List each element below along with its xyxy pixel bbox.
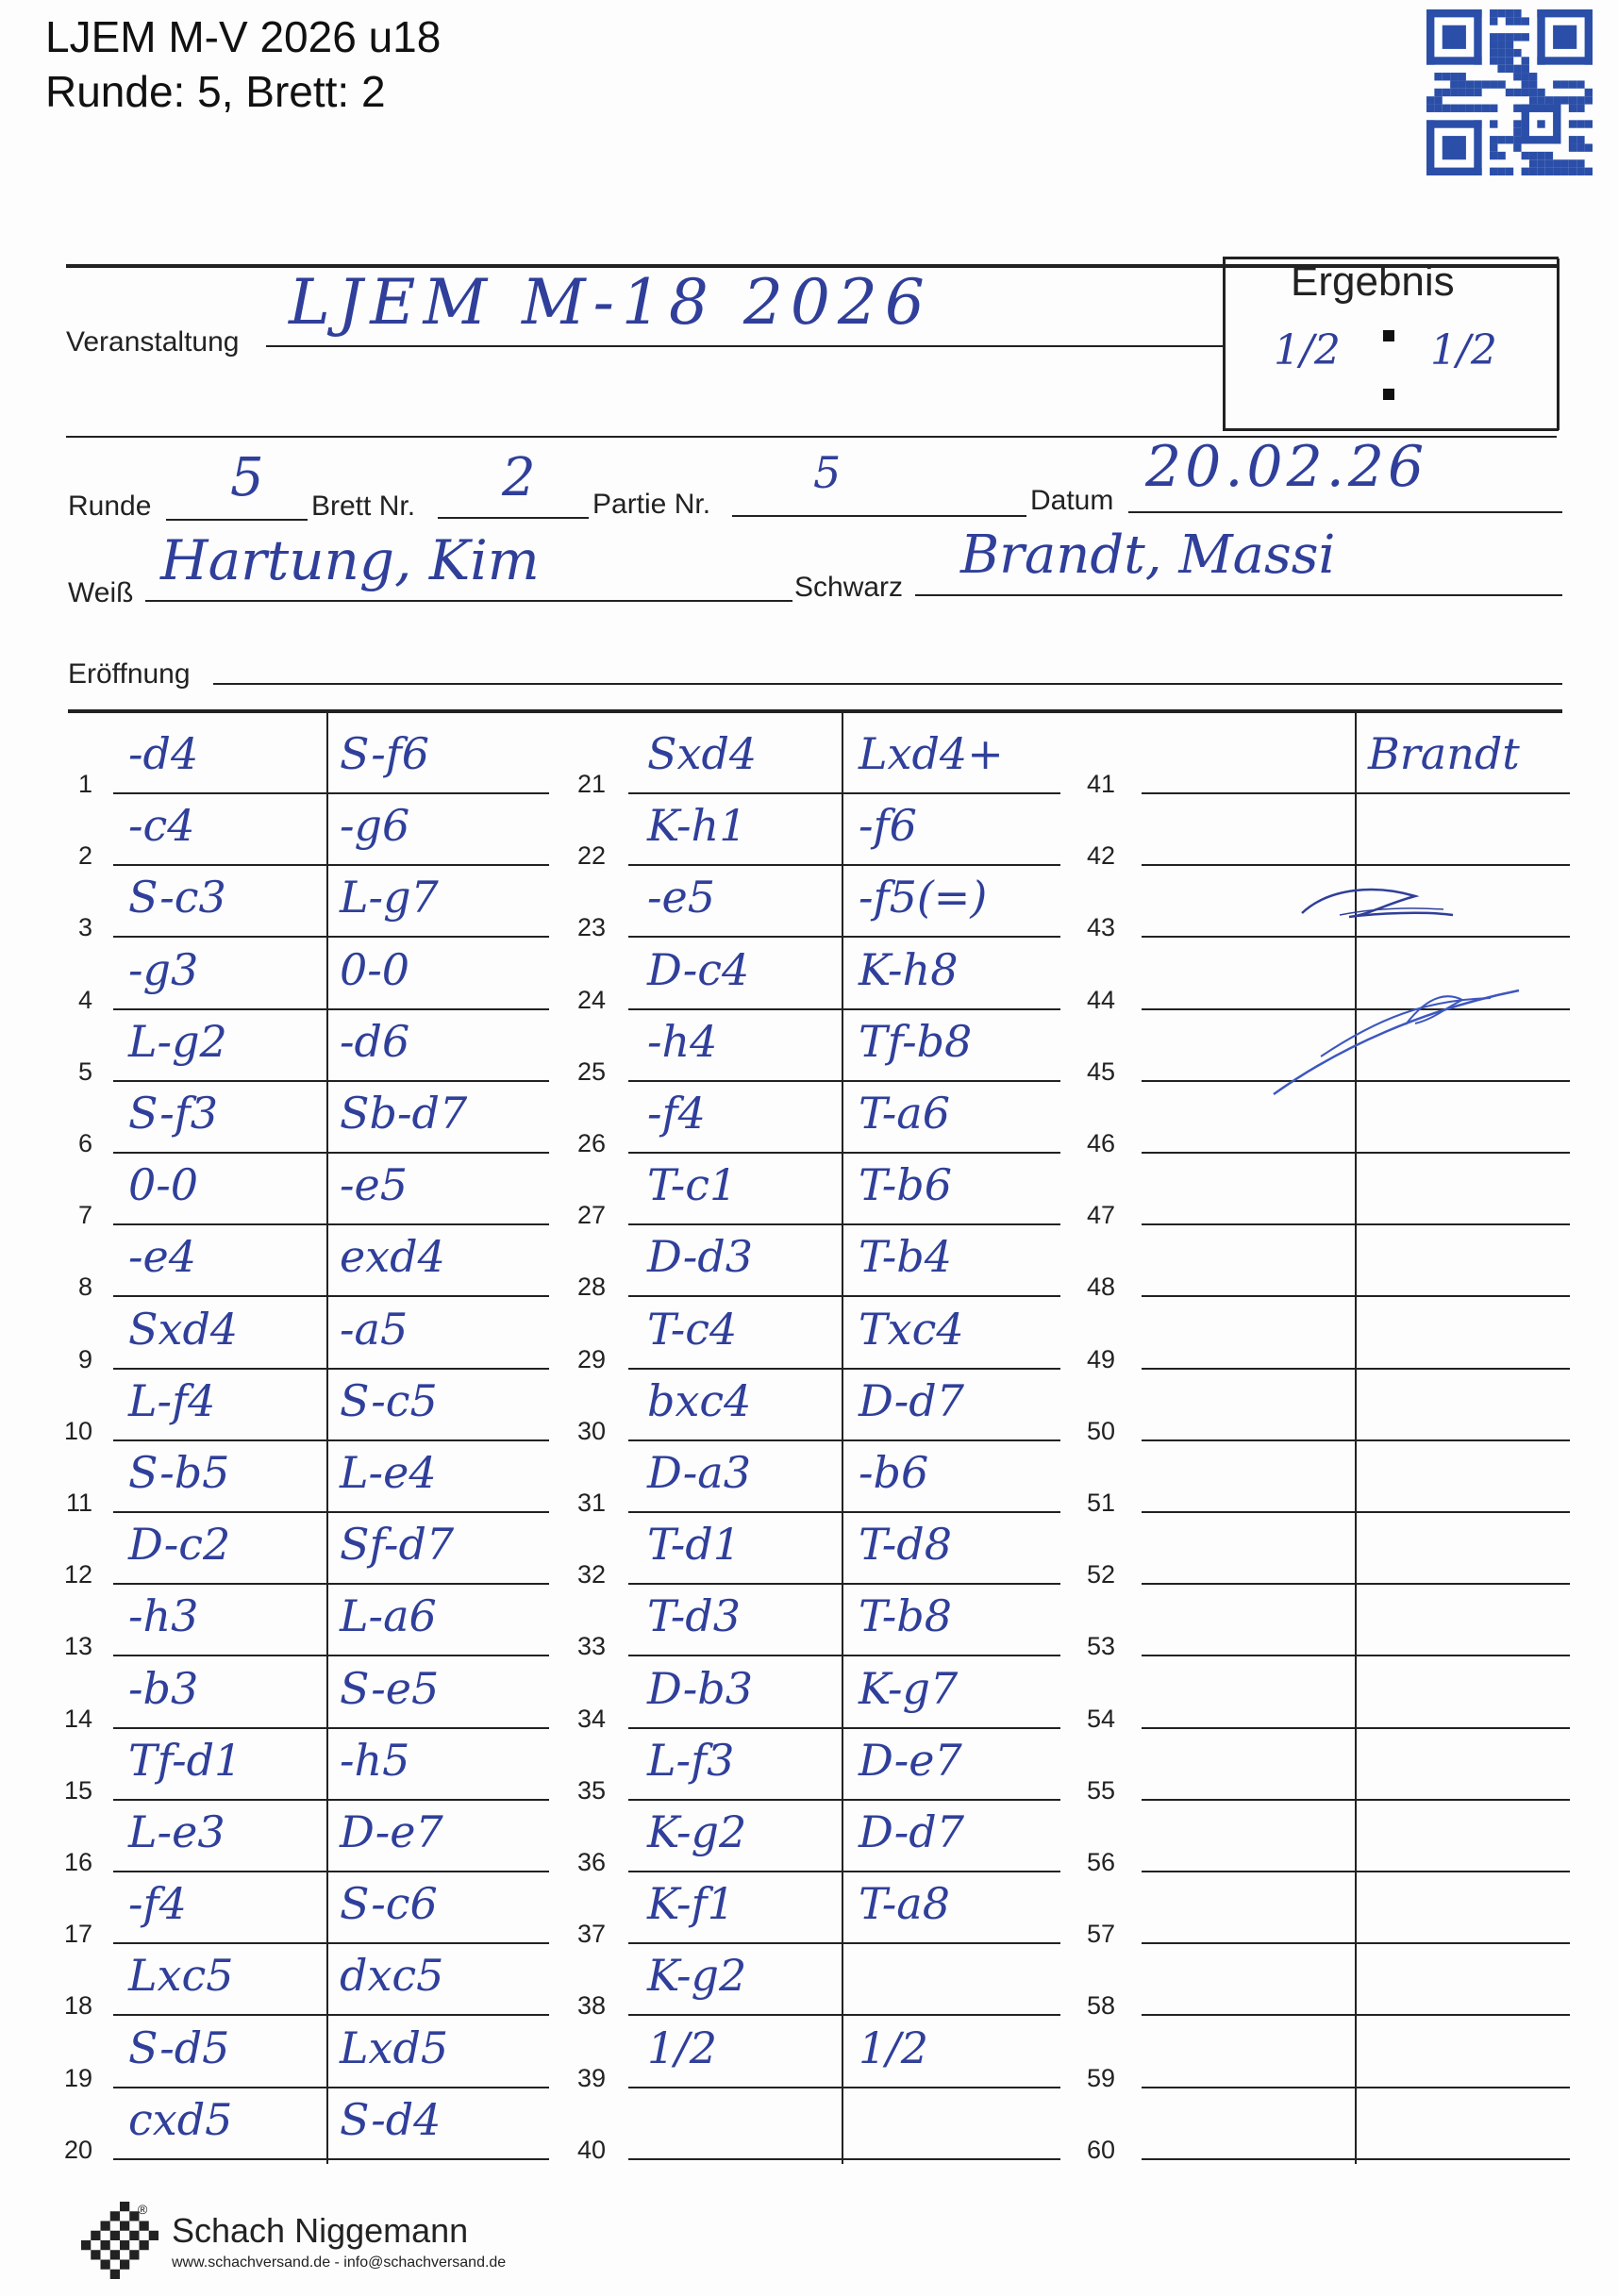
black-move[interactable]: T-a6 bbox=[859, 1088, 950, 1139]
move-row-line bbox=[628, 2014, 1060, 2016]
move-number: 47 bbox=[1086, 1201, 1115, 1230]
move-number: 1 bbox=[77, 770, 92, 798]
white-move[interactable]: Sxd4 bbox=[647, 728, 758, 779]
ergebnis-box-bottom bbox=[1223, 428, 1559, 431]
white-move[interactable]: D-b3 bbox=[647, 1662, 753, 1714]
weiss-line bbox=[145, 600, 792, 602]
move-number: 34 bbox=[576, 1704, 606, 1733]
veranstaltung-value[interactable]: LJEM M-18 2026 bbox=[289, 266, 932, 339]
ergebnis-box-right bbox=[1557, 258, 1560, 430]
weiss-label: Weiß bbox=[68, 577, 134, 608]
move-row-line bbox=[628, 1008, 1060, 1010]
move-row-line bbox=[628, 1655, 1060, 1656]
black-move[interactable]: S-c6 bbox=[340, 1878, 438, 1930]
black-move[interactable]: L-e4 bbox=[340, 1447, 437, 1498]
move-number: 30 bbox=[576, 1416, 606, 1445]
move-number: 58 bbox=[1086, 1991, 1115, 2021]
black-move[interactable]: K-g7 bbox=[859, 1662, 959, 1714]
white-move[interactable]: 1/2 bbox=[647, 2021, 718, 2073]
black-move[interactable]: Tf-b8 bbox=[859, 1015, 973, 1067]
move-row-line bbox=[628, 1295, 1060, 1297]
title-line-1: LJEM M-V 2026 u18 bbox=[45, 12, 442, 61]
datum-label: Datum bbox=[1030, 485, 1114, 516]
veranstaltung-label: Veranstaltung bbox=[66, 326, 240, 358]
schwarz-label: Schwarz bbox=[794, 572, 904, 603]
white-move[interactable]: -f4 bbox=[128, 1878, 187, 1930]
move-row-line bbox=[1142, 1942, 1570, 1944]
white-move[interactable]: K-g2 bbox=[647, 1950, 747, 2002]
black-move[interactable]: T-b8 bbox=[859, 1590, 953, 1642]
white-move[interactable]: L-f4 bbox=[128, 1374, 216, 1426]
move-number: 5 bbox=[77, 1056, 92, 1086]
move-row-line bbox=[113, 1080, 549, 1082]
move-row-line bbox=[628, 1080, 1060, 1082]
move-row-line bbox=[113, 1942, 549, 1944]
move-number: 10 bbox=[63, 1416, 92, 1445]
white-move[interactable]: L-g2 bbox=[128, 1015, 227, 1067]
ergebnis-box-left bbox=[1223, 258, 1226, 430]
move-number: 11 bbox=[65, 1489, 92, 1517]
ergebnis-white[interactable]: 1/2 bbox=[1274, 326, 1341, 374]
move-row-line bbox=[1142, 1799, 1570, 1801]
white-move[interactable]: -f4 bbox=[647, 1088, 706, 1139]
move-row-line bbox=[628, 2087, 1060, 2088]
move-row-line bbox=[1142, 1368, 1570, 1370]
white-move[interactable]: D-c2 bbox=[128, 1519, 231, 1571]
move-row-line bbox=[628, 792, 1060, 794]
move-number: 56 bbox=[1086, 1848, 1115, 1876]
move-number: 18 bbox=[63, 1991, 92, 2021]
move-number: 9 bbox=[77, 1344, 92, 1373]
move-row-line bbox=[113, 1727, 549, 1729]
black-move[interactable]: T-b4 bbox=[859, 1231, 953, 1283]
black-move[interactable]: L-a6 bbox=[340, 1590, 437, 1642]
black-move[interactable]: Lxd4+ bbox=[859, 728, 1004, 779]
move-row-line bbox=[113, 1295, 549, 1297]
title-line-2: Runde: 5, Brett: 2 bbox=[45, 67, 386, 116]
black-move[interactable]: exd4 bbox=[340, 1231, 445, 1283]
weiss-value[interactable]: Hartung, Kim bbox=[160, 528, 540, 592]
black-move[interactable]: -b6 bbox=[859, 1447, 929, 1498]
partie-label: Partie Nr. bbox=[592, 489, 711, 520]
move-number: 21 bbox=[576, 770, 606, 798]
white-move[interactable]: Lxc5 bbox=[128, 1950, 234, 2002]
move-number: 33 bbox=[576, 1632, 606, 1661]
move-number: 42 bbox=[1086, 841, 1115, 871]
white-move[interactable]: -g3 bbox=[128, 943, 199, 995]
move-number: 45 bbox=[1086, 1056, 1115, 1086]
move-row-line bbox=[113, 1655, 549, 1656]
black-move[interactable]: Txc4 bbox=[859, 1303, 964, 1355]
move-number: 35 bbox=[576, 1775, 606, 1805]
move-number: 20 bbox=[63, 2135, 92, 2164]
move-column-separator bbox=[326, 709, 328, 2164]
move-row-line bbox=[113, 1368, 549, 1370]
move-row-line bbox=[628, 1871, 1060, 1872]
black-move[interactable]: T-b6 bbox=[859, 1159, 953, 1211]
move-number: 22 bbox=[576, 841, 606, 871]
sheet-title bbox=[45, 9, 441, 119]
move-row-line bbox=[113, 2087, 549, 2088]
white-move[interactable]: bxc4 bbox=[647, 1374, 752, 1426]
move-row-line bbox=[113, 1439, 549, 1441]
move-number: 31 bbox=[576, 1489, 606, 1517]
move-row-line bbox=[1142, 2087, 1570, 2088]
move-number: 52 bbox=[1086, 1560, 1115, 1589]
move-number: 55 bbox=[1086, 1775, 1115, 1805]
move-row-line bbox=[1142, 1511, 1570, 1513]
move-row-line bbox=[628, 1583, 1060, 1585]
move-row-line bbox=[113, 936, 549, 938]
move-row-line bbox=[628, 1799, 1060, 1801]
black-move[interactable]: L-g7 bbox=[340, 872, 439, 923]
white-move[interactable]: -b3 bbox=[128, 1662, 199, 1714]
white-move[interactable]: D-d3 bbox=[647, 1231, 753, 1283]
schwarz-value[interactable]: Brandt, Massi bbox=[960, 524, 1336, 586]
move-number: 13 bbox=[63, 1632, 92, 1661]
move-number: 19 bbox=[63, 2063, 92, 2092]
white-move[interactable]: S-c3 bbox=[128, 872, 226, 923]
move-number: 46 bbox=[1086, 1129, 1115, 1157]
move-number: 26 bbox=[576, 1129, 606, 1157]
footer-registered: ® bbox=[138, 2202, 148, 2217]
move-number: 3 bbox=[77, 913, 92, 942]
white-move[interactable]: L-f3 bbox=[647, 1734, 735, 1786]
black-move[interactable]: -h5 bbox=[340, 1734, 410, 1786]
black-move[interactable]: S-c5 bbox=[340, 1374, 438, 1426]
move-number: 8 bbox=[77, 1273, 92, 1302]
move-row-line bbox=[628, 1152, 1060, 1154]
white-move[interactable]: -h4 bbox=[647, 1015, 718, 1067]
move-number: 27 bbox=[576, 1201, 606, 1230]
move-number: 36 bbox=[576, 1848, 606, 1876]
eroeffnung-label: Eröffnung bbox=[68, 658, 191, 690]
ergebnis-label: Ergebnis bbox=[1291, 258, 1455, 305]
move-number: 24 bbox=[576, 985, 606, 1014]
brett-value[interactable]: 2 bbox=[502, 447, 536, 508]
white-move[interactable]: -c4 bbox=[128, 800, 195, 852]
eroeffnung-line bbox=[213, 683, 1562, 685]
move-number: 49 bbox=[1086, 1344, 1115, 1373]
move-row-line bbox=[628, 1439, 1060, 1441]
move-row-line bbox=[1142, 2158, 1570, 2160]
black-move[interactable]: K-h8 bbox=[859, 943, 959, 995]
move-number: 17 bbox=[63, 1920, 92, 1949]
partie-line bbox=[732, 515, 1026, 517]
black-move[interactable]: D-d7 bbox=[859, 1374, 964, 1426]
move-number: 41 bbox=[1086, 770, 1115, 798]
move-row-line bbox=[1142, 1439, 1570, 1441]
moves-top-border bbox=[68, 709, 1562, 713]
move-row-line bbox=[113, 1223, 549, 1225]
white-move[interactable]: S-b5 bbox=[128, 1447, 230, 1498]
move-row-line bbox=[628, 1511, 1060, 1513]
white-move[interactable]: T-c1 bbox=[647, 1159, 738, 1211]
runde-line bbox=[166, 519, 308, 521]
white-move[interactable]: T-d1 bbox=[647, 1519, 742, 1571]
move-number: 15 bbox=[63, 1775, 92, 1805]
black-move[interactable]: Brandt bbox=[1368, 728, 1520, 779]
move-number: 48 bbox=[1086, 1273, 1115, 1302]
brett-label: Brett Nr. bbox=[311, 491, 416, 522]
black-move[interactable]: S-f6 bbox=[340, 728, 430, 779]
black-move[interactable]: T-d8 bbox=[859, 1519, 953, 1571]
footer-brand: Schach Niggemann bbox=[172, 2211, 469, 2250]
white-move[interactable]: S-d5 bbox=[128, 2021, 230, 2073]
schwarz-line bbox=[915, 594, 1562, 596]
move-number: 44 bbox=[1086, 985, 1115, 1014]
ergebnis-colon-bottom bbox=[1383, 389, 1394, 400]
move-row-line bbox=[113, 864, 549, 866]
move-number: 32 bbox=[576, 1560, 606, 1589]
black-move[interactable]: S-e5 bbox=[340, 1662, 440, 1714]
black-move[interactable]: Lxd5 bbox=[340, 2021, 449, 2073]
move-number: 38 bbox=[576, 1991, 606, 2021]
datum-line bbox=[1128, 511, 1562, 513]
signature-scribbles bbox=[1264, 858, 1547, 1104]
black-move[interactable]: -f5(=) bbox=[859, 872, 988, 923]
black-move[interactable]: T-a8 bbox=[859, 1878, 950, 1930]
white-move[interactable]: S-f3 bbox=[128, 1088, 219, 1139]
black-move[interactable]: 0-0 bbox=[340, 943, 410, 995]
move-number: 2 bbox=[77, 841, 92, 871]
move-row-line bbox=[113, 1583, 549, 1585]
white-move[interactable]: K-h1 bbox=[647, 800, 747, 852]
white-move[interactable]: Tf-d1 bbox=[128, 1734, 242, 1786]
move-number: 43 bbox=[1086, 913, 1115, 942]
move-row-line bbox=[113, 2014, 549, 2016]
black-move[interactable]: dxc5 bbox=[340, 1950, 444, 2002]
white-move[interactable]: -d4 bbox=[128, 728, 199, 779]
black-move[interactable]: 1/2 bbox=[859, 2021, 929, 2073]
black-move[interactable]: -e5 bbox=[340, 1159, 409, 1211]
move-number: 51 bbox=[1086, 1489, 1115, 1517]
white-move[interactable]: D-a3 bbox=[647, 1447, 751, 1498]
move-row-line bbox=[1142, 1727, 1570, 1729]
black-move[interactable]: -a5 bbox=[340, 1303, 409, 1355]
move-number: 39 bbox=[576, 2063, 606, 2092]
black-move[interactable]: D-d7 bbox=[859, 1806, 964, 1857]
move-number: 40 bbox=[576, 2135, 606, 2164]
move-number: 6 bbox=[77, 1129, 92, 1157]
black-move[interactable]: -f6 bbox=[859, 800, 917, 852]
move-number: 25 bbox=[576, 1056, 606, 1086]
white-move[interactable]: cxd5 bbox=[128, 2093, 233, 2145]
brett-line bbox=[438, 517, 589, 519]
move-row-line bbox=[628, 864, 1060, 866]
move-number: 59 bbox=[1086, 2063, 1115, 2092]
move-number: 4 bbox=[77, 985, 92, 1014]
move-row-line bbox=[113, 792, 549, 794]
runde-label: Runde bbox=[68, 491, 152, 522]
move-row-line bbox=[113, 1152, 549, 1154]
move-number: 60 bbox=[1086, 2135, 1115, 2164]
move-row-line bbox=[113, 1008, 549, 1010]
move-number: 16 bbox=[63, 1848, 92, 1876]
move-number: 23 bbox=[576, 913, 606, 942]
move-number: 7 bbox=[77, 1201, 92, 1230]
black-move[interactable]: -d6 bbox=[340, 1015, 410, 1067]
black-move[interactable]: Sb-d7 bbox=[340, 1088, 468, 1139]
move-row-line bbox=[1142, 1655, 1570, 1656]
black-move[interactable]: S-d4 bbox=[340, 2093, 442, 2145]
move-number: 37 bbox=[576, 1920, 606, 1949]
move-row-line bbox=[1142, 1152, 1570, 1154]
qr-code-icon bbox=[1425, 9, 1594, 175]
move-row-line bbox=[628, 1942, 1060, 1944]
move-number: 54 bbox=[1086, 1704, 1115, 1733]
datum-value[interactable]: 20.02.26 bbox=[1145, 434, 1428, 500]
move-row-line bbox=[628, 2158, 1060, 2160]
white-move[interactable]: T-d3 bbox=[647, 1590, 742, 1642]
white-move[interactable]: 0-0 bbox=[128, 1159, 199, 1211]
white-move[interactable]: K-f1 bbox=[647, 1878, 735, 1930]
move-row-line bbox=[628, 936, 1060, 938]
move-row-line bbox=[113, 1799, 549, 1801]
partie-value[interactable]: 5 bbox=[813, 447, 842, 498]
white-move[interactable]: T-c4 bbox=[647, 1303, 738, 1355]
move-number: 57 bbox=[1086, 1920, 1115, 1949]
runde-value[interactable]: 5 bbox=[230, 447, 264, 508]
move-row-line bbox=[628, 1368, 1060, 1370]
move-column-separator bbox=[842, 709, 843, 2164]
footer-contact: www.schachversand.de - info@schachversand.de bbox=[172, 2254, 507, 2271]
white-move[interactable]: -e4 bbox=[128, 1231, 197, 1283]
move-number: 50 bbox=[1086, 1416, 1115, 1445]
black-move[interactable]: D-e7 bbox=[340, 1806, 443, 1857]
black-move[interactable]: D-e7 bbox=[859, 1734, 962, 1786]
black-move[interactable]: Sf-d7 bbox=[340, 1519, 455, 1571]
veranstaltung-line bbox=[266, 345, 1223, 347]
white-move[interactable]: D-c4 bbox=[647, 943, 750, 995]
move-row-line bbox=[1142, 1871, 1570, 1872]
move-row-line bbox=[1142, 792, 1570, 794]
move-row-line bbox=[113, 2158, 549, 2160]
move-row-line bbox=[628, 1223, 1060, 1225]
white-move[interactable]: K-g2 bbox=[647, 1806, 747, 1857]
move-row-line bbox=[113, 1871, 549, 1872]
white-move[interactable]: Sxd4 bbox=[128, 1303, 239, 1355]
move-row-line bbox=[1142, 2014, 1570, 2016]
ergebnis-black[interactable]: 1/2 bbox=[1430, 326, 1497, 374]
move-number: 53 bbox=[1086, 1632, 1115, 1661]
move-number: 12 bbox=[63, 1560, 92, 1589]
ergebnis-colon-top bbox=[1383, 330, 1394, 341]
move-number: 14 bbox=[63, 1704, 92, 1733]
white-move[interactable]: -e5 bbox=[647, 872, 716, 923]
move-row-line bbox=[1142, 1583, 1570, 1585]
move-row-line bbox=[1142, 1223, 1570, 1225]
white-move[interactable]: L-e3 bbox=[128, 1806, 225, 1857]
move-row-line bbox=[1142, 1295, 1570, 1297]
move-number: 29 bbox=[576, 1344, 606, 1373]
black-move[interactable]: -g6 bbox=[340, 800, 410, 852]
move-row-line bbox=[628, 1727, 1060, 1729]
white-move[interactable]: -h3 bbox=[128, 1590, 199, 1642]
move-number: 28 bbox=[576, 1273, 606, 1302]
move-row-line bbox=[113, 1511, 549, 1513]
